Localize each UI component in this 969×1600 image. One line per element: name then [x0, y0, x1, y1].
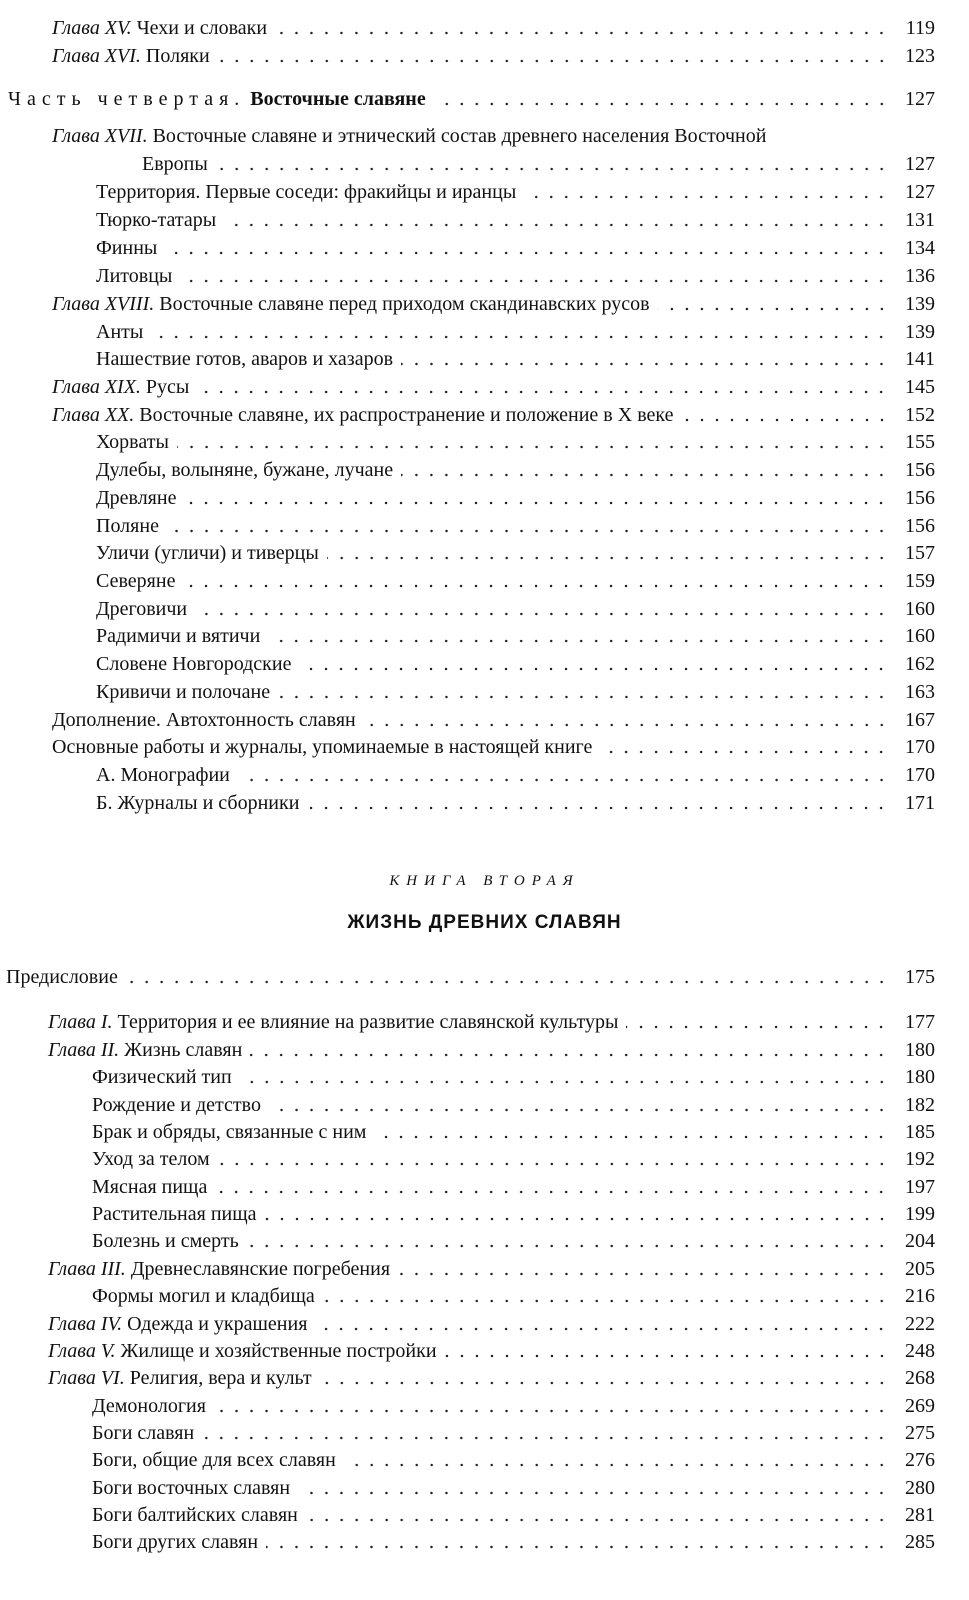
- page-number: 248: [905, 1340, 935, 1362]
- dot-leader: [320, 1379, 889, 1387]
- page-number: 156: [905, 487, 935, 509]
- entry-title: Территория и ее влияние на развитие славянской культуры: [117, 1011, 619, 1033]
- page-number: 136: [905, 265, 935, 287]
- page-number: 222: [905, 1313, 935, 1335]
- toc-subentry: [0, 345, 969, 373]
- dot-leader: [180, 277, 889, 285]
- page-number: 180: [905, 1039, 935, 1061]
- entry-title: Финны: [96, 237, 158, 259]
- entry-title: Формы могил и кладбища: [92, 1285, 315, 1307]
- entry-title: Поляки: [145, 45, 210, 67]
- entry-title: Анты: [96, 321, 144, 343]
- chapter-number: Глава V.: [48, 1340, 116, 1362]
- dot-leader: [215, 1188, 889, 1196]
- chapter-number: Глава XV.: [52, 17, 132, 39]
- toc-entry: [0, 401, 969, 429]
- toc-subentry: [0, 178, 969, 206]
- entry-title: Радимичи и вятичи: [96, 625, 261, 647]
- entry-title: Поляне: [96, 515, 159, 537]
- page-number: 192: [905, 1148, 935, 1170]
- toc-subentry: [0, 234, 969, 262]
- entry-title: Чехи и словаки: [136, 17, 268, 39]
- dot-leader: [682, 416, 890, 424]
- toc-subentry: [0, 622, 969, 650]
- toc-entry: [0, 14, 969, 42]
- dot-leader: [434, 100, 889, 108]
- dot-leader: [195, 610, 889, 618]
- entry-title: А. Монографии: [96, 764, 230, 786]
- dot-leader: [218, 57, 889, 65]
- dot-leader: [184, 499, 889, 507]
- entry-title: Боги других славян: [92, 1531, 259, 1553]
- page-number: 170: [905, 736, 935, 758]
- dot-leader: [307, 804, 889, 812]
- toc-subentry: [0, 539, 969, 567]
- dot-leader: [401, 360, 889, 368]
- toc-entry: [0, 1310, 969, 1338]
- toc-subentry: [0, 789, 969, 817]
- book-title: ЖИЗНЬ ДРЕВНИХ СЛАВЯН: [347, 912, 622, 933]
- page-number: 199: [905, 1203, 935, 1225]
- entry-title: Восточные славяне и этнический состав древнего населения Восточной: [152, 125, 767, 147]
- dot-leader: [151, 333, 889, 341]
- page-number: 163: [905, 681, 935, 703]
- page-number: 280: [905, 1477, 935, 1499]
- dot-leader: [658, 305, 889, 313]
- entry-title: Боги восточных славян: [92, 1477, 291, 1499]
- entry-title: Кривичи и полочане: [96, 681, 271, 703]
- page-number: 123: [905, 45, 935, 67]
- page-number: 171: [905, 792, 935, 814]
- page-number: 177: [905, 1011, 935, 1033]
- dot-leader: [197, 388, 889, 396]
- dot-leader: [126, 978, 889, 986]
- toc-entry-continuation: [0, 150, 969, 178]
- page-number: 160: [905, 625, 935, 647]
- dot-leader: [177, 443, 889, 451]
- page-number: 139: [905, 321, 935, 343]
- dot-leader: [278, 693, 889, 701]
- entry-title: Восточные славяне, их распространение и положение в X веке: [139, 404, 674, 426]
- dot-leader: [218, 1160, 889, 1168]
- dot-leader: [306, 1516, 889, 1524]
- toc-subentry: [0, 1173, 969, 1201]
- page-number: 139: [905, 293, 935, 315]
- toc-subentry: [0, 1145, 969, 1173]
- dot-leader: [445, 1352, 889, 1360]
- dot-leader: [202, 1434, 889, 1442]
- page-number: 152: [905, 404, 935, 426]
- chapter-number: Глава I.: [48, 1011, 113, 1033]
- toc-subentry: [0, 262, 969, 290]
- page-number: 180: [905, 1066, 935, 1088]
- page-number: 276: [905, 1449, 935, 1471]
- chapter-number: Глава XVIII.: [52, 293, 155, 315]
- page-number: 156: [905, 459, 935, 481]
- toc-subentry: [0, 650, 969, 678]
- toc-subentry: [0, 761, 969, 789]
- page-number: 141: [905, 348, 935, 370]
- dot-leader: [224, 221, 889, 229]
- entry-title: Дулебы, волыняне, бужане, лучане: [96, 459, 394, 481]
- entry-title: Нашествие готов, аваров и хазаров: [96, 348, 394, 370]
- part-label: Часть четвертая.: [8, 88, 246, 110]
- page-number: 167: [905, 709, 935, 731]
- dot-leader: [247, 1242, 889, 1250]
- entry-title: Жилище и хозяйственные постройки: [120, 1340, 437, 1362]
- toc-subentry: [0, 1474, 969, 1502]
- dot-leader: [266, 1543, 889, 1551]
- dot-leader: [299, 665, 889, 673]
- entry-title: Болезнь и смерть: [92, 1230, 239, 1252]
- entry-title: Рождение и детство: [92, 1094, 261, 1116]
- entry-title: Восточные славяне перед приходом скандинавских русов: [159, 293, 650, 315]
- entry-title: Территория. Первые соседи: фракийцы и иранцы: [96, 181, 517, 203]
- entry-title: Демонология: [92, 1395, 206, 1417]
- toc-subentry: [0, 428, 969, 456]
- page-number: 134: [905, 237, 935, 259]
- page-number: 170: [905, 764, 935, 786]
- dot-leader: [315, 1325, 889, 1333]
- chapter-number: Глава VI.: [48, 1367, 125, 1389]
- dot-leader: [626, 1023, 889, 1031]
- entry-title: Основные работы и журналы, упоминаемые в настоящей книге: [52, 736, 593, 758]
- dot-leader: [298, 1489, 889, 1497]
- page-number: 162: [905, 653, 935, 675]
- toc-entry: [0, 1255, 969, 1283]
- dot-leader: [268, 637, 889, 645]
- book-label: КНИГА ВТОРАЯ: [389, 873, 580, 889]
- toc-subentry: [0, 1227, 969, 1255]
- entry-title: Предисловие: [6, 966, 118, 988]
- chapter-number: Глава IV.: [48, 1313, 123, 1335]
- page-number: 127: [905, 153, 935, 175]
- entry-title: Одежда и украшения: [127, 1313, 308, 1335]
- dot-leader: [165, 249, 889, 257]
- entry-title: Брак и обряды, связанные с ним: [92, 1121, 367, 1143]
- page-number: 197: [905, 1176, 935, 1198]
- page-number: 157: [905, 542, 935, 564]
- page-number: 131: [905, 209, 935, 231]
- entry-title: Физический тип: [92, 1066, 232, 1088]
- toc-subentry: [0, 1501, 969, 1529]
- toc-subentry: [0, 1063, 969, 1091]
- part-heading: [0, 85, 969, 113]
- page-number: 127: [905, 88, 935, 110]
- page-number: 159: [905, 570, 935, 592]
- dot-leader: [524, 193, 889, 201]
- chapter-number: Глава XVI.: [52, 45, 141, 67]
- page-number: 155: [905, 431, 935, 453]
- toc-subentry: [0, 318, 969, 346]
- dot-leader: [275, 29, 889, 37]
- entry-title: Словене Новгородские: [96, 653, 292, 675]
- part-title: Восточные славяне: [250, 88, 426, 110]
- entry-title: Уличи (угличи) и тиверцы: [96, 542, 319, 564]
- dot-leader: [216, 165, 889, 173]
- toc-subentry: [0, 512, 969, 540]
- toc-entry: [0, 1364, 969, 1392]
- entry-title: Хорваты: [96, 431, 169, 453]
- toc-subentry: [0, 456, 969, 484]
- dot-leader: [398, 1270, 889, 1278]
- dot-leader: [600, 748, 889, 756]
- page-number: 275: [905, 1422, 935, 1444]
- entry-title: Литовцы: [96, 265, 173, 287]
- page-number: 145: [905, 376, 935, 398]
- toc-entry: [0, 706, 969, 734]
- page-number: 205: [905, 1258, 935, 1280]
- dot-leader: [238, 776, 889, 784]
- page-number: 160: [905, 598, 935, 620]
- entry-title: Уход за телом: [92, 1148, 210, 1170]
- dot-leader: [364, 721, 889, 729]
- entry-title: Б. Журналы и сборники: [96, 792, 300, 814]
- page-number: 285: [905, 1531, 935, 1553]
- dot-leader: [167, 527, 889, 535]
- chapter-number: Глава XIX.: [52, 376, 141, 398]
- page-number: 175: [905, 966, 935, 988]
- toc-subentry: [0, 484, 969, 512]
- toc-subentry: [0, 567, 969, 595]
- page-number: 269: [905, 1395, 935, 1417]
- dot-leader: [214, 1407, 889, 1415]
- dot-leader: [265, 1215, 889, 1223]
- page-number: 156: [905, 515, 935, 537]
- toc-subentry: [0, 678, 969, 706]
- toc-subentry: [0, 1392, 969, 1420]
- entry-title: Северяне: [96, 570, 176, 592]
- entry-title: Древляне: [96, 487, 177, 509]
- chapter-number: Глава III.: [48, 1258, 126, 1280]
- entry-title: Боги славян: [92, 1422, 195, 1444]
- page-number: 281: [905, 1504, 935, 1526]
- toc-entry: [0, 1036, 969, 1064]
- chapter-number: Глава XX.: [52, 404, 135, 426]
- entry-title: Жизнь славян: [124, 1039, 243, 1061]
- page-number: 268: [905, 1367, 935, 1389]
- dot-leader: [344, 1461, 889, 1469]
- toc-subentry: [0, 1528, 969, 1556]
- toc-subentry: [0, 1419, 969, 1447]
- toc-entry: [0, 373, 969, 401]
- entry-title: Растительная пища: [92, 1203, 257, 1225]
- toc-entry: [0, 122, 969, 150]
- page-number: 127: [905, 181, 935, 203]
- chapter-number: Глава II.: [48, 1039, 120, 1061]
- page-number: 216: [905, 1285, 935, 1307]
- toc-subentry: [0, 1091, 969, 1119]
- toc-subentry: [0, 1200, 969, 1228]
- page-number: 185: [905, 1121, 935, 1143]
- dot-leader: [183, 582, 889, 590]
- entry-title-continuation: Европы: [142, 153, 208, 175]
- page-number: 182: [905, 1094, 935, 1116]
- entry-title: Тюрко-татары: [96, 209, 217, 231]
- entry-title: Русы: [145, 376, 190, 398]
- entry-title: Дополнение. Автохтонность славян: [52, 709, 356, 731]
- page-number: 119: [905, 17, 935, 39]
- dot-leader: [401, 471, 889, 479]
- toc-entry: [0, 1008, 969, 1036]
- toc-entry: [0, 1337, 969, 1365]
- entry-title: Древнеславянские погребения: [130, 1258, 391, 1280]
- toc-entry: [0, 42, 969, 70]
- dot-leader: [374, 1133, 889, 1141]
- toc-entry: [0, 290, 969, 318]
- entry-title: Религия, вера и культ: [129, 1367, 312, 1389]
- entry-title: Боги, общие для всех славян: [92, 1449, 336, 1471]
- dot-leader: [250, 1051, 889, 1059]
- toc-entry: [0, 963, 969, 991]
- toc-subentry: [0, 1446, 969, 1474]
- chapter-number: Глава XVII.: [52, 125, 148, 147]
- entry-title: Боги балтийских славян: [92, 1504, 298, 1526]
- dot-leader: [240, 1078, 889, 1086]
- page-number: 204: [905, 1230, 935, 1252]
- entry-title: Дреговичи: [96, 598, 188, 620]
- toc-subentry: [0, 595, 969, 623]
- dot-leader: [269, 1106, 889, 1114]
- dot-leader: [327, 554, 889, 562]
- dot-leader: [323, 1297, 889, 1305]
- toc-entry: [0, 733, 969, 761]
- toc-subentry: [0, 1282, 969, 1310]
- toc-subentry: [0, 1118, 969, 1146]
- entry-title: Мясная пища: [92, 1176, 208, 1198]
- toc-subentry: [0, 206, 969, 234]
